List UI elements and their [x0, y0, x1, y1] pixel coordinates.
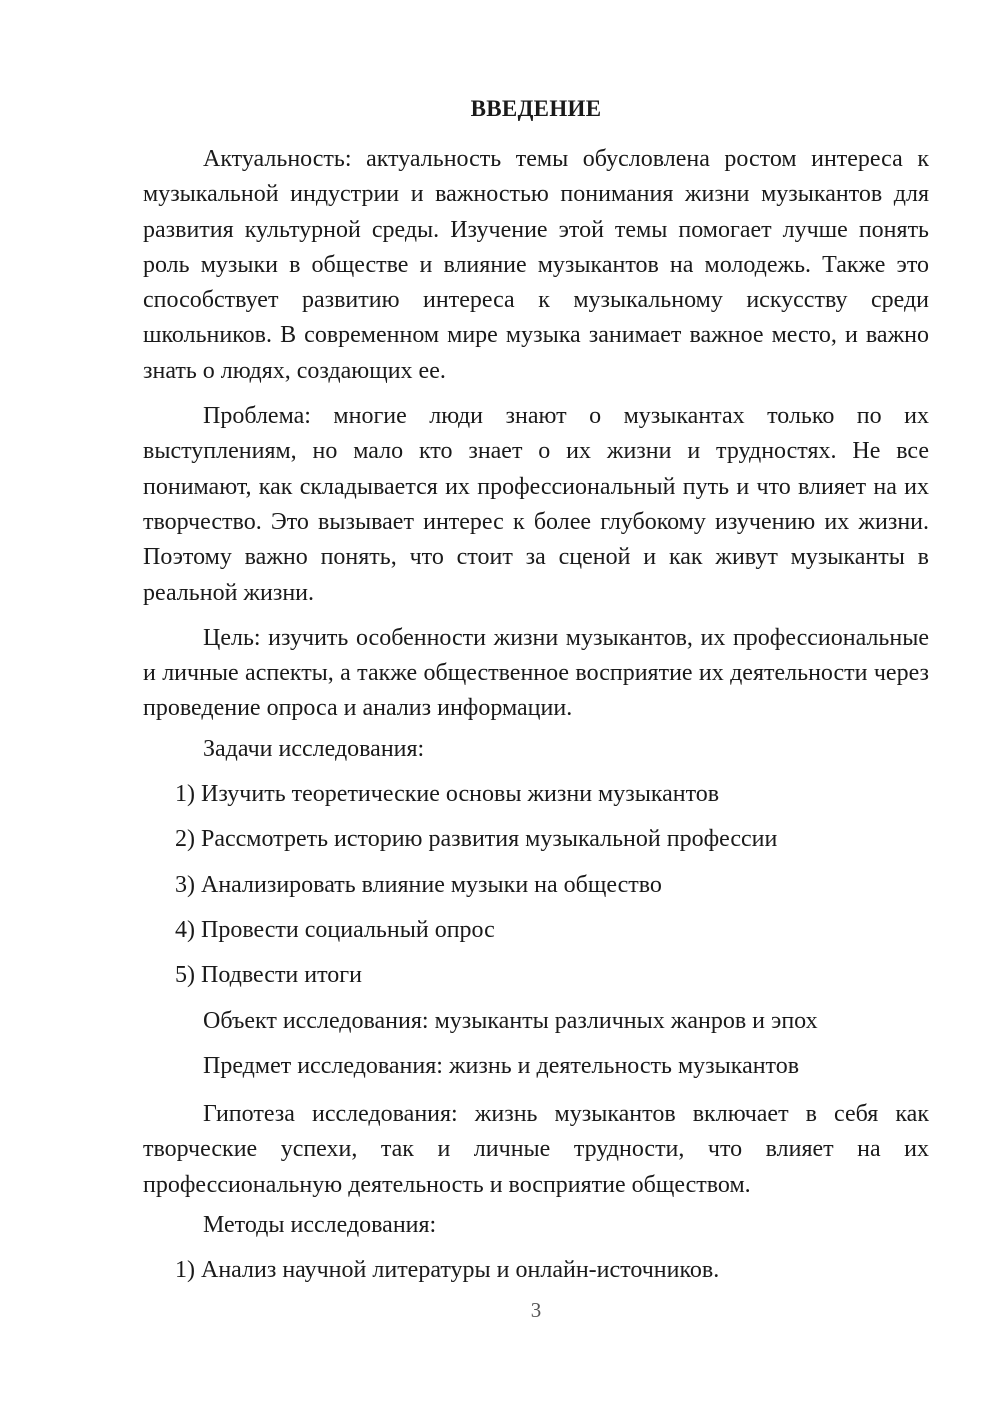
relevance-paragraph: Актуальность: актуальность темы обусловлена ростом интереса к музыкальной индустрии и важностью понимания жизни музыкантов для развития культурной среды. Изучение этой темы помогает лучше понять роль музыки в обществе и влияние музыкантов на молодежь. Также это способствует развитию интереса к музыкальному искусству среди школьников. В современном мире музыка занимает важное место, и важно знать о людях, создающих ее. [143, 146, 929, 384]
list-item: 1) Изучить теоретические основы жизни музыкантов [175, 781, 720, 808]
list-item: 5) Подвести итоги [175, 962, 362, 989]
research-object: Объект исследования: музыканты различных жанров и эпох [203, 1007, 818, 1034]
hypothesis-paragraph: Гипотеза исследования: жизнь музыкантов включает в себя как творческие успехи, так и личные трудности, что влияет на их профессиональную деятельность и восприятие обществом. [143, 1101, 929, 1198]
list-item: 3) Анализировать влияние музыки на общество [175, 871, 662, 898]
methods-heading: Методы исследования: [203, 1212, 437, 1239]
page-title: ВВЕДЕНИЕ [470, 96, 602, 121]
research-subject: Предмет исследования: жизнь и деятельность музыкантов [203, 1052, 800, 1079]
tasks-heading: Задачи исследования: [203, 735, 425, 762]
document-body [143, 142, 929, 1294]
list-item: 2) Рассмотреть историю развития музыкальной профессии [175, 826, 778, 853]
goal-paragraph: Цель: изучить особенности жизни музыкантов, их профессиональные и личные аспекты, а также общественное восприятие их деятельности через проведение опроса и анализ информации. [143, 624, 929, 722]
list-item: 1) Анализ научной литературы и онлайн-источников. [175, 1257, 720, 1284]
problem-paragraph: Проблема: многие люди знают о музыкантах только по их выступлениям, но мало кто знает о их жизни и трудностях. Не все понимают, как складывается их профессиональный путь и что влияет на их творчество. Это вызывает интерес к более глубокому изучению их жизни. Поэтому важно понять, что стоит за сценой и как живут музыканты в реальной жизни. [143, 403, 929, 606]
tasks-list [143, 772, 929, 998]
methods-list [143, 1248, 929, 1293]
list-item: 4) Провести социальный опрос [175, 916, 495, 943]
page-number: 3 [530, 1298, 542, 1322]
